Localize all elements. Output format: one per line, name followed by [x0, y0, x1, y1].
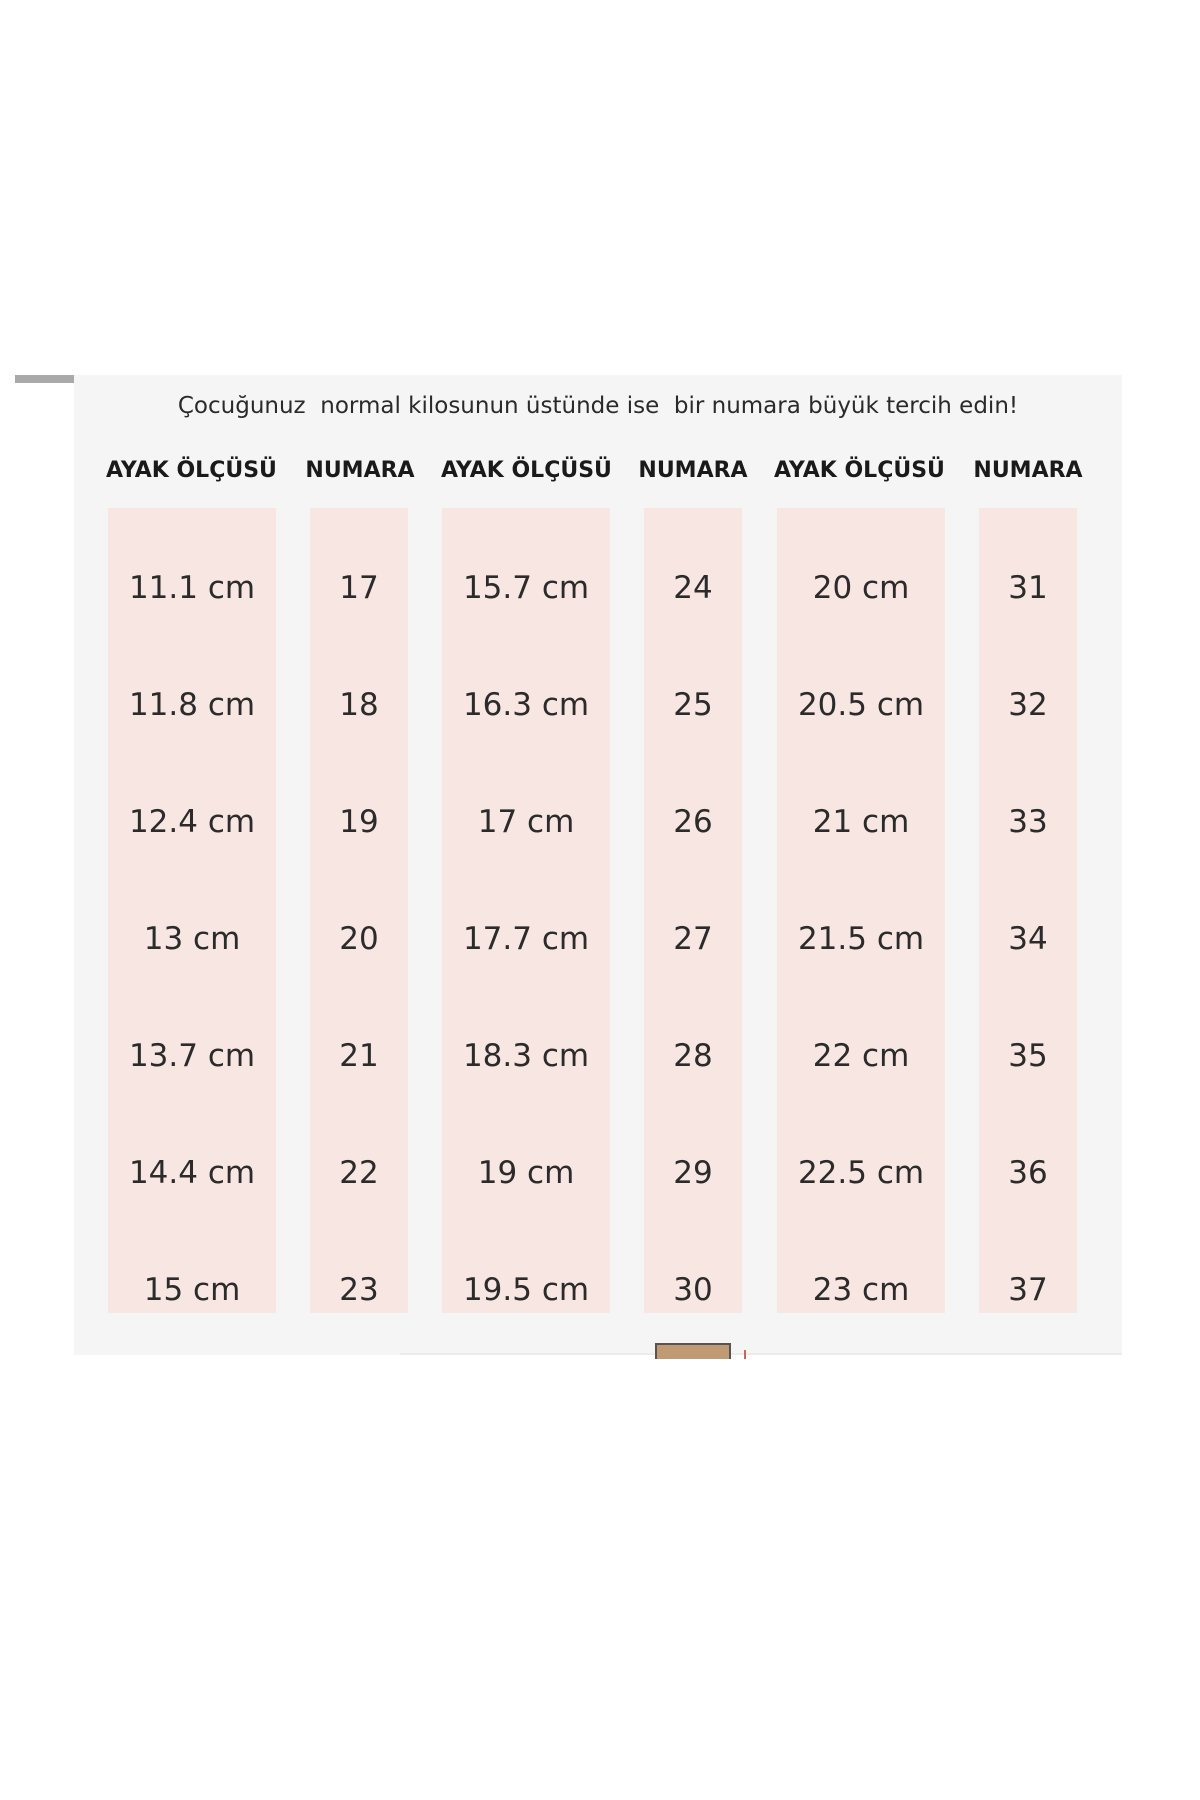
- table-cell: 13.7 cm: [128, 1038, 256, 1074]
- table-cell: 21 cm: [812, 804, 910, 840]
- size-column-2: [644, 508, 742, 1313]
- bottom-divider: [400, 1353, 1122, 1355]
- table-cell: 20.5 cm: [797, 687, 925, 723]
- header-foot-size-3: AYAK ÖLÇÜSÜ: [774, 458, 945, 483]
- table-cell: 20 cm: [812, 570, 910, 606]
- table-cell: 20: [339, 921, 379, 957]
- size-note: Çocuğunuz normal kilosunun üstünde ise bir numara büyük tercih edin!: [177, 393, 1019, 419]
- table-cell: 11.8 cm: [128, 687, 256, 723]
- table-cell: 17.7 cm: [462, 921, 590, 957]
- table-cell: 21.5 cm: [797, 921, 925, 957]
- table-cell: 36: [1008, 1155, 1048, 1191]
- table-cell: 19 cm: [477, 1155, 575, 1191]
- decorative-mark: [744, 1350, 746, 1359]
- table-cell: 21: [339, 1038, 379, 1074]
- table-cell: 19: [339, 804, 379, 840]
- size-column-3: [979, 508, 1077, 1313]
- table-cell: 11.1 cm: [128, 570, 256, 606]
- header-foot-size-2: AYAK ÖLÇÜSÜ: [441, 458, 612, 483]
- table-cell: 35: [1008, 1038, 1048, 1074]
- table-cell: 14.4 cm: [128, 1155, 256, 1191]
- table-cell: 16.3 cm: [462, 687, 590, 723]
- table-cell: 34: [1008, 921, 1048, 957]
- header-size-2: NUMARA: [638, 458, 748, 483]
- table-cell: 33: [1008, 804, 1048, 840]
- foot-size-column-3: [777, 508, 945, 1313]
- table-cell: 31: [1008, 570, 1048, 606]
- table-cell: 19.5 cm: [462, 1272, 590, 1308]
- table-cell: 23: [339, 1272, 379, 1308]
- table-cell: 28: [673, 1038, 713, 1074]
- table-cell: 29: [673, 1155, 713, 1191]
- table-cell: 13 cm: [143, 921, 241, 957]
- table-cell: 17: [339, 570, 379, 606]
- table-cell: 37: [1008, 1272, 1048, 1308]
- table-cell: 25: [673, 687, 713, 723]
- table-cell: 18: [339, 687, 379, 723]
- table-cell: 15.7 cm: [462, 570, 590, 606]
- table-cell: 15 cm: [143, 1272, 241, 1308]
- table-cell: 22: [339, 1155, 379, 1191]
- table-cell: 26: [673, 804, 713, 840]
- table-cell: 22.5 cm: [797, 1155, 925, 1191]
- table-cell: 32: [1008, 687, 1048, 723]
- foot-size-column-1: [108, 508, 276, 1313]
- header-size-3: NUMARA: [973, 458, 1083, 483]
- table-cell: 27: [673, 921, 713, 957]
- table-cell: 24: [673, 570, 713, 606]
- table-cell: 23 cm: [812, 1272, 910, 1308]
- size-chart-panel: [74, 375, 1122, 1355]
- table-cell: 18.3 cm: [462, 1038, 590, 1074]
- color-swatch: [655, 1343, 731, 1359]
- table-cell: 22 cm: [812, 1038, 910, 1074]
- table-cell: 30: [673, 1272, 713, 1308]
- table-cell: 17 cm: [477, 804, 575, 840]
- size-column-1: [310, 508, 408, 1313]
- foot-size-column-2: [442, 508, 610, 1313]
- table-cell: 12.4 cm: [128, 804, 256, 840]
- header-size-1: NUMARA: [305, 458, 415, 483]
- header-foot-size-1: AYAK ÖLÇÜSÜ: [106, 458, 277, 483]
